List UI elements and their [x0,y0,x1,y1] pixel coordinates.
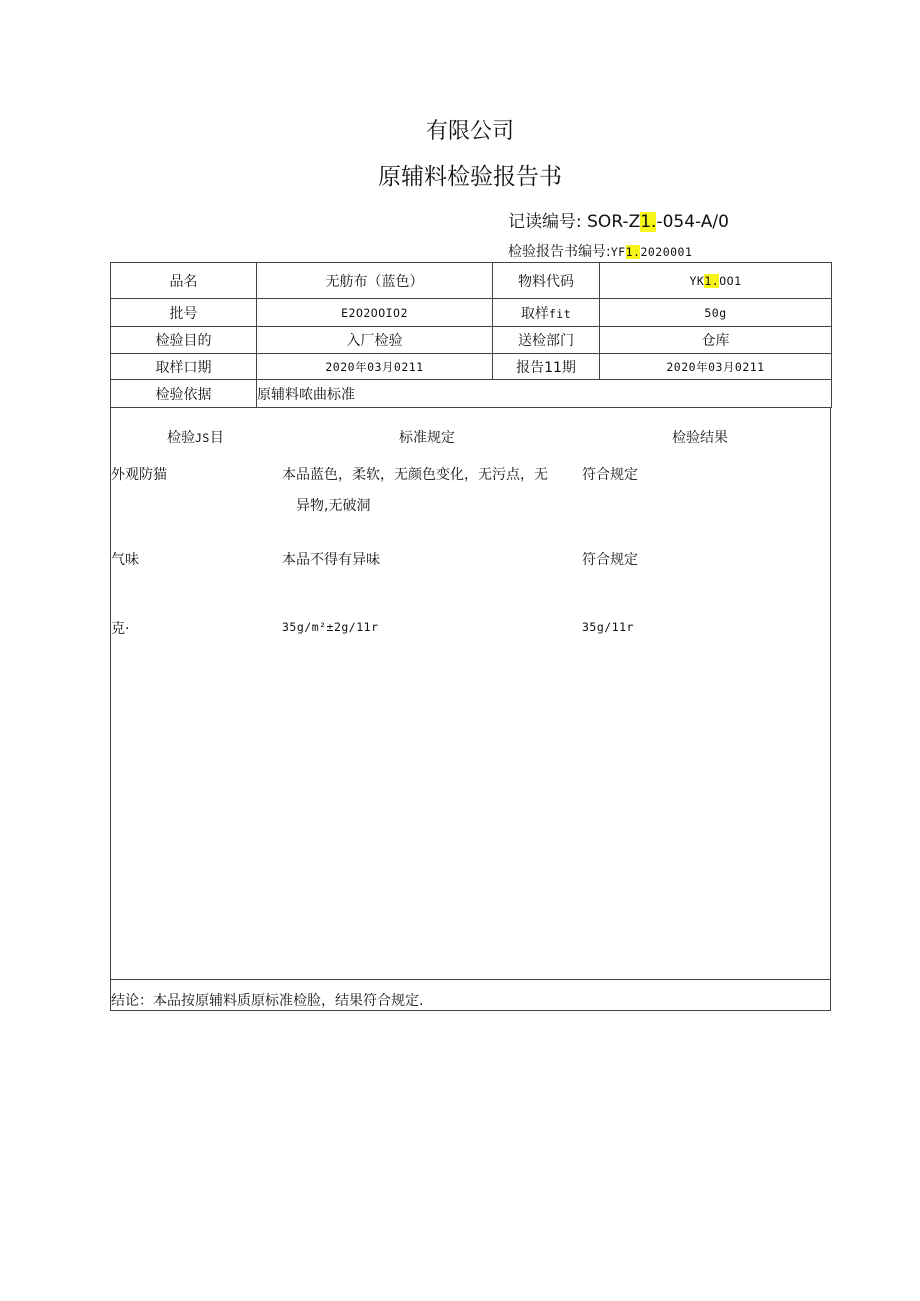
dept-value: 仓库 [600,327,832,354]
report-date-value: 2020年03月0211 [600,354,832,380]
info-row-batch [111,299,832,327]
code-highlight: 1. [704,273,720,288]
row-appearance-result: 符合规定 [582,467,638,483]
record-number-label: 记读编号: [508,212,582,232]
report-number-label: 检验报告书编号: [508,244,611,260]
code-label: 物料代码 [493,263,600,299]
header-item [167,427,224,447]
row-weight-item: 克· [111,621,130,637]
header-item-mid: JS [195,431,210,445]
row-odor-result: 符合规定 [582,552,638,568]
row-odor-standard: 本品不得有异味 [282,552,380,568]
sample-qty-label [493,299,600,327]
sample-qty-value: 50g [600,299,832,327]
batch-value: E2O2OOIO2 [257,299,493,327]
report-number-highlight: 1. [625,245,641,259]
basis-value: 原辅料哝曲标准 [257,380,832,408]
info-row-dates [111,354,832,380]
report-number-prefix: YF [610,245,626,259]
row-weight-result: 35g∕11r [582,620,634,634]
document-title: 原辅料检验报告书 [378,164,562,190]
product-label: 品名 [111,263,257,299]
info-row-purpose [111,327,832,354]
report-number [508,241,692,261]
info-table [110,262,832,408]
record-number-prefix: SOR-Z [587,212,641,232]
results-section [110,407,831,1011]
header-standard: 标准规定 [399,430,455,446]
header-result: 检验结果 [672,430,728,446]
row-appearance-standard-cont: 异物,无破洞 [296,498,371,514]
conclusion: 结论：本品按原辅料质原标准检脸，结果符合规定. [111,993,424,1009]
info-row-basis [111,380,832,408]
purpose-label: 检验目的 [111,327,257,354]
sample-qty-label-suffix: fit [548,306,572,321]
row-appearance-standard: 本品蓝色，柔软，无颜色变化，无污点，无 [282,467,548,483]
header-item-prefix: 检验 [167,430,195,446]
report-date-label: 报告11期 [493,354,600,380]
record-number-suffix: -054-A/0 [656,212,729,232]
code-suffix: OO1 [719,273,742,288]
company-name: 有限公司 [425,119,514,144]
sample-date-label: 取样口期 [111,354,257,380]
record-number-highlight: 1. [640,212,657,232]
code-value [600,263,832,299]
report-number-suffix: 2020001 [640,245,693,259]
basis-label: 检验依据 [111,380,257,408]
row-appearance-item: 外观防猫 [111,467,167,483]
row-weight-standard: 35g∕m²±2g∕11r [282,620,379,634]
header-item-suffix: 目 [209,430,224,446]
purpose-value: 入厂检验 [257,327,493,354]
conclusion-divider [111,979,830,980]
dept-label: 送检部门 [493,327,600,354]
sample-date-value: 2020年03月0211 [257,354,493,380]
code-prefix: YK [689,273,705,288]
info-row-product [111,263,832,299]
row-odor-item: 气味 [111,552,139,568]
batch-label: 批号 [111,299,257,327]
record-number [508,207,729,232]
product-value: 无舫布（蓝色） [257,263,493,299]
sample-qty-label-text: 取样 [520,305,549,322]
